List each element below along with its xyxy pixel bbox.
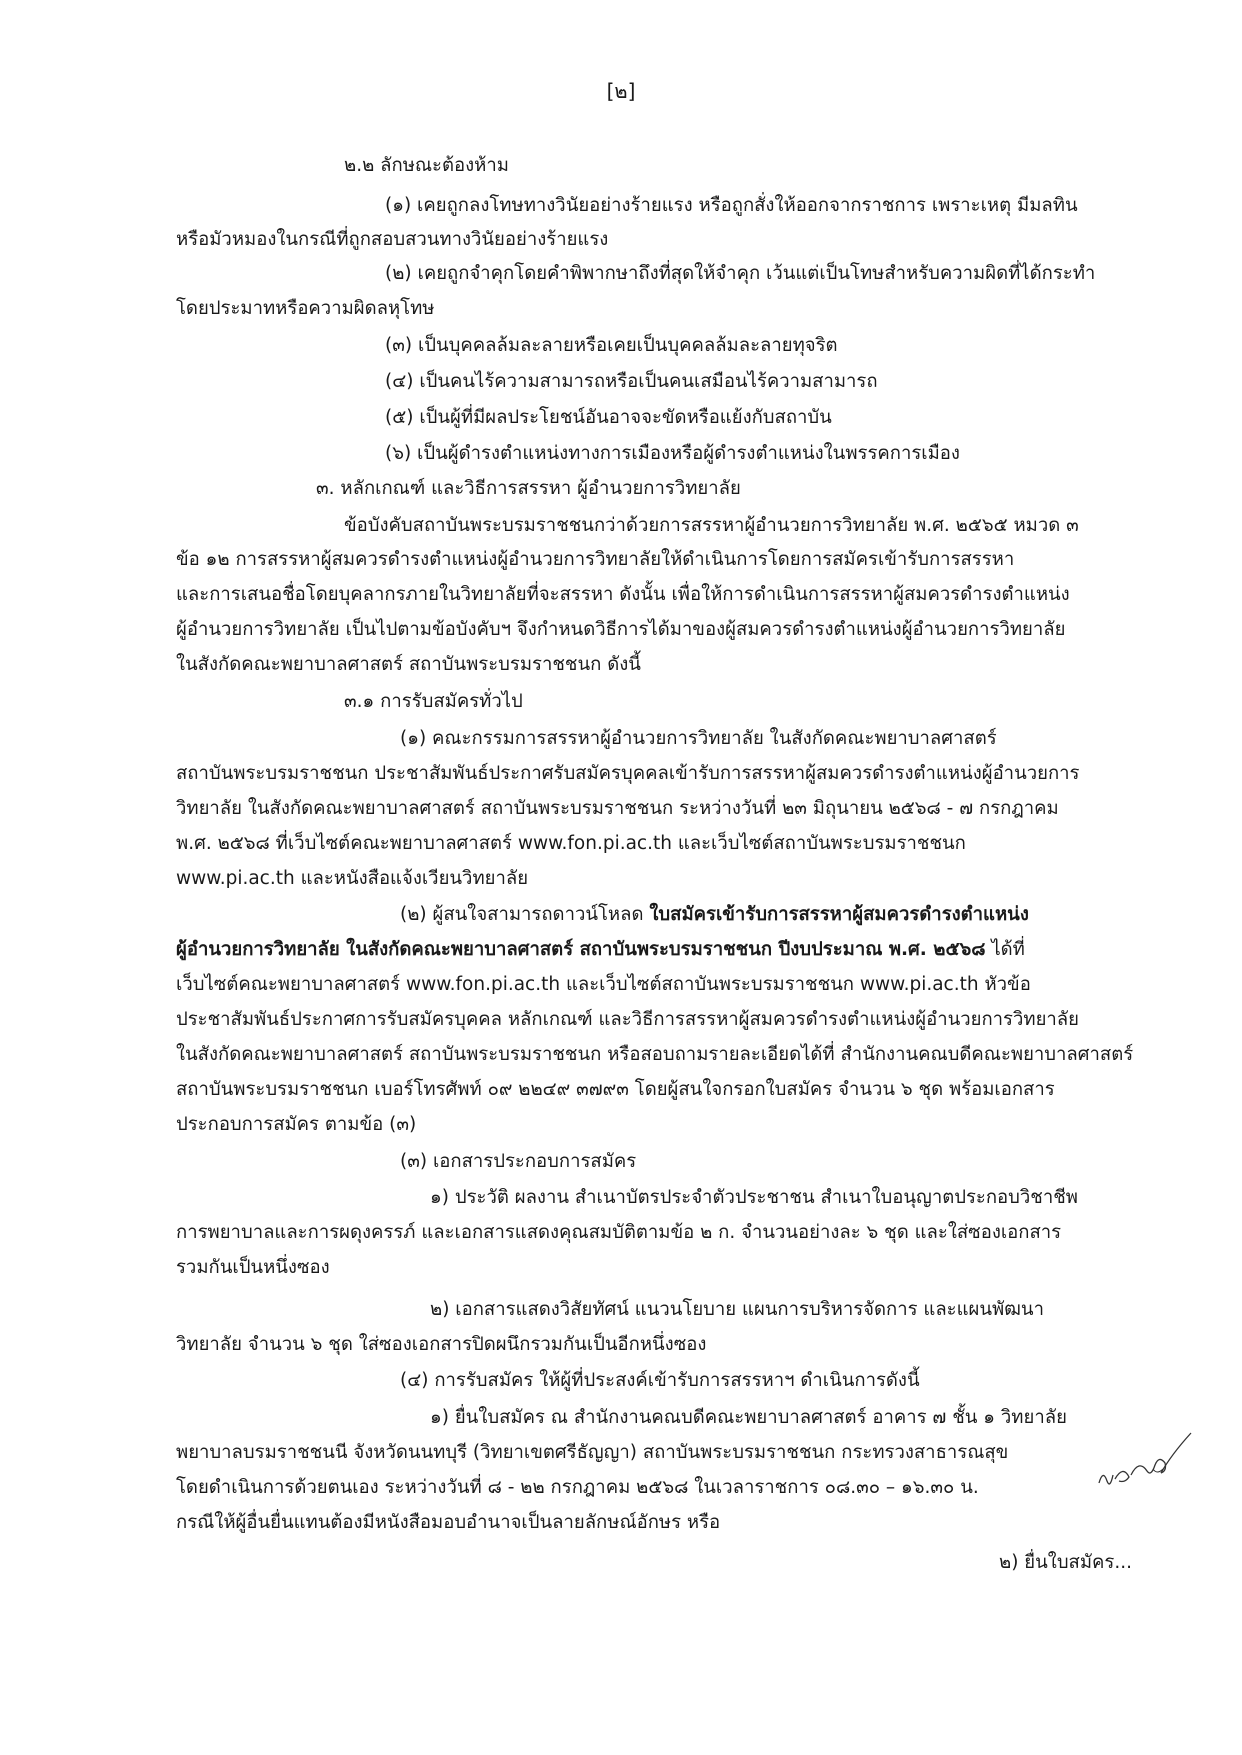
application-form-title-cont: ผู้อำนวยการวิทยาลัย ในสังกัดคณะพยาบาลศาสตร์ สถาบันพระบรมราชชนก ปีงบประมาณ พ.ศ. ๒๕๖๘ [176,939,986,960]
paragraph-line: (๒) เคยถูกจำคุกโดยคำพิพากษาถึงที่สุดให้จำคุก เว้นแต่เป็นโทษสำหรับความผิดที่ได้กระทำ [385,263,1096,284]
paragraph-line: หรือมัวหมองในกรณีที่ถูกสอบสวนทางวินัยอย่างร้ายแรง [176,229,609,250]
paragraph-line: พยาบาลบรมราชชนนี จังหวัดนนทบุรี (วิทยาเขตศรีธัญญา) สถาบันพระบรมราชชนก กระทรวงสาธารณสุข [176,1442,1009,1463]
subsection-heading: (๓) เอกสารประกอบการสมัคร [400,1151,637,1172]
paragraph-line: (๖) เป็นผู้ดำรงตำแหน่งทางการเมืองหรือผู้ดำรงตำแหน่งในพรรคการเมือง [385,443,960,464]
application-form-title: ใบสมัครเข้ารับการสรรหาผู้สมควรดำรงตำแหน่ง [649,904,1029,925]
paragraph-line: (๕) เป็นผู้ที่มีผลประโยชน์อันอาจจะขัดหรือแย้งกับสถาบัน [385,407,832,428]
handwritten-signature [1095,1425,1195,1495]
paragraph-line: ๒) เอกสารแสดงวิสัยทัศน์ แนวนโยบาย แผนการบริหารจัดการ และแผนพัฒนา [430,1299,1044,1320]
paragraph-line: สถาบันพระบรมราชชนก เบอร์โทรศัพท์ ๐๙ ๒๒๔๙ ๓๗๙๓ โดยผู้สนใจกรอกใบสมัคร จำนวน ๖ ชุด พร้อมเอกสาร [176,1079,1055,1100]
paragraph-line: www.pi.ac.th และหนังสือแจ้งเวียนวิทยาลัย [176,868,529,889]
line-text: ได้ที่ [985,939,1025,960]
paragraph-line: ข้อบังคับสถาบันพระบรมราชชนกว่าด้วยการสรรหาผู้อำนวยการวิทยาลัย พ.ศ. ๒๕๖๕ หมวด ๓ [344,515,1079,536]
paragraph-line: ในสังกัดคณะพยาบาลศาสตร์ สถาบันพระบรมราชชนก หรือสอบถามรายละเอียดได้ที่ สำนักงานคณบดีคณะพยาบาลศาสตร์ [176,1044,1134,1065]
paragraph-line: การพยาบาลและการผดุงครรภ์ และเอกสารแสดงคุณสมบัติตามข้อ ๒ ก. จำนวนอย่างละ ๖ ชุด และใส่ซองเอกสาร [176,1222,1062,1243]
paragraph-line: สถาบันพระบรมราชชนก ประชาสัมพันธ์ประกาศรับสมัครบุคคลเข้ารับการสรรหาผู้สมควรดำรงตำแหน่งผู้อำนวยการ [176,763,1080,784]
subsection-heading: (๔) การรับสมัคร ให้ผู้ที่ประสงค์เข้ารับการสรรหาฯ ดำเนินการดังนี้ [400,1370,920,1391]
paragraph-line: ประกอบการสมัคร ตามข้อ (๓) [176,1114,417,1135]
section-heading-3: ๓. หลักเกณฑ์ และวิธีการสรรหา ผู้อำนวยการวิทยาลัย [316,478,741,499]
paragraph-line: ๑) ประวัติ ผลงาน สำเนาบัตรประจำตัวประชาชน สำเนาใบอนุญาตประกอบวิชาชีพ [430,1187,1078,1208]
continuation-marker: ๒) ยื่นใบสมัคร... [999,1552,1132,1573]
paragraph-line: ข้อ ๑๒ การสรรหาผู้สมควรดำรงตำแหน่งผู้อำนวยการวิทยาลัยให้ดำเนินการโดยการสมัครเข้ารับการสรรหา [176,549,1015,570]
paragraph-line: โดยประมาทหรือความผิดลหุโทษ [176,298,435,319]
paragraph-line: วิทยาลัย จำนวน ๖ ชุด ใส่ซองเอกสารปิดผนึกรวมกันเป็นอีกหนึ่งซอง [176,1334,707,1355]
paragraph-line: ในสังกัดคณะพยาบาลศาสตร์ สถาบันพระบรมราชชนก ดังนี้ [176,654,641,675]
line-text: (๒) ผู้สนใจสามารถดาวน์โหลด [400,904,650,925]
paragraph-line: ประชาสัมพันธ์ประกาศการรับสมัครบุคคล หลักเกณฑ์ และวิธีการสรรหาผู้สมควรดำรงตำแหน่งผู้อำนวยการวิทยาลัย [176,1009,1079,1030]
paragraph-line: (๔) เป็นคนไร้ความสามารถหรือเป็นคนเสมือนไร้ความสามารถ [385,371,878,392]
page-number: [๒] [606,79,636,103]
paragraph-line: ผู้อำนวยการวิทยาลัย เป็นไปตามข้อบังคับฯ จึงกำหนดวิธีการได้มาของผู้สมควรดำรงตำแหน่งผู้อำนวยการวิทยาลัย [176,619,1066,640]
paragraph-line: รวมกันเป็นหนึ่งซอง [176,1257,330,1278]
section-heading-2-2: ๒.๒ ลักษณะต้องห้าม [344,155,509,176]
paragraph-line [176,933,1025,967]
paragraph-line: พ.ศ. ๒๕๖๘ ที่เว็บไซต์คณะพยาบาลศาสตร์ www.fon.pi.ac.th และเว็บไซต์สถาบันพระบรมราชชนก [176,833,966,854]
paragraph-line: โดยดำเนินการด้วยตนเอง ระหว่างวันที่ ๘ - ๒๒ กรกฎาคม ๒๕๖๘ ในเวลาราชการ ๐๘.๓๐ – ๑๖.๓๐ น. [176,1477,979,1498]
paragraph-line: (๑) เคยถูกลงโทษทางวินัยอย่างร้ายแรง หรือถูกสั่งให้ออกจากราชการ เพราะเหตุ มีมลทิน [385,195,1078,216]
section-heading-3-1: ๓.๑ การรับสมัครทั่วไป [344,691,523,712]
paragraph-line: เว็บไซต์คณะพยาบาลศาสตร์ www.fon.pi.ac.th และเว็บไซต์สถาบันพระบรมราชชนก www.pi.ac.th หัวข้อ [176,974,1031,995]
paragraph-line: วิทยาลัย ในสังกัดคณะพยาบาลศาสตร์ สถาบันพระบรมราชชนก ระหว่างวันที่ ๒๓ มิถุนายน ๒๕๖๘ - ๗ กรกฎาคม [176,798,1059,819]
paragraph-line [400,898,1029,932]
paragraph-line: กรณีให้ผู้อื่นยื่นแทนต้องมีหนังสือมอบอำนาจเป็นลายลักษณ์อักษร หรือ [176,1512,721,1533]
paragraph-line: (๑) คณะกรรมการสรรหาผู้อำนวยการวิทยาลัย ในสังกัดคณะพยาบาลศาสตร์ [400,728,997,749]
paragraph-line: ๑) ยื่นใบสมัคร ณ สำนักงานคณบดีคณะพยาบาลศาสตร์ อาคาร ๗ ชั้น ๑ วิทยาลัย [430,1407,1067,1428]
paragraph-line: (๓) เป็นบุคคลล้มละลายหรือเคยเป็นบุคคลล้มละลายทุจริต [385,335,838,356]
paragraph-line: และการเสนอชื่อโดยบุคลากรภายในวิทยาลัยที่จะสรรหา ดังนั้น เพื่อให้การดำเนินการสรรหาผู้สมควรดำรงตำแหน่ง [176,584,1070,605]
